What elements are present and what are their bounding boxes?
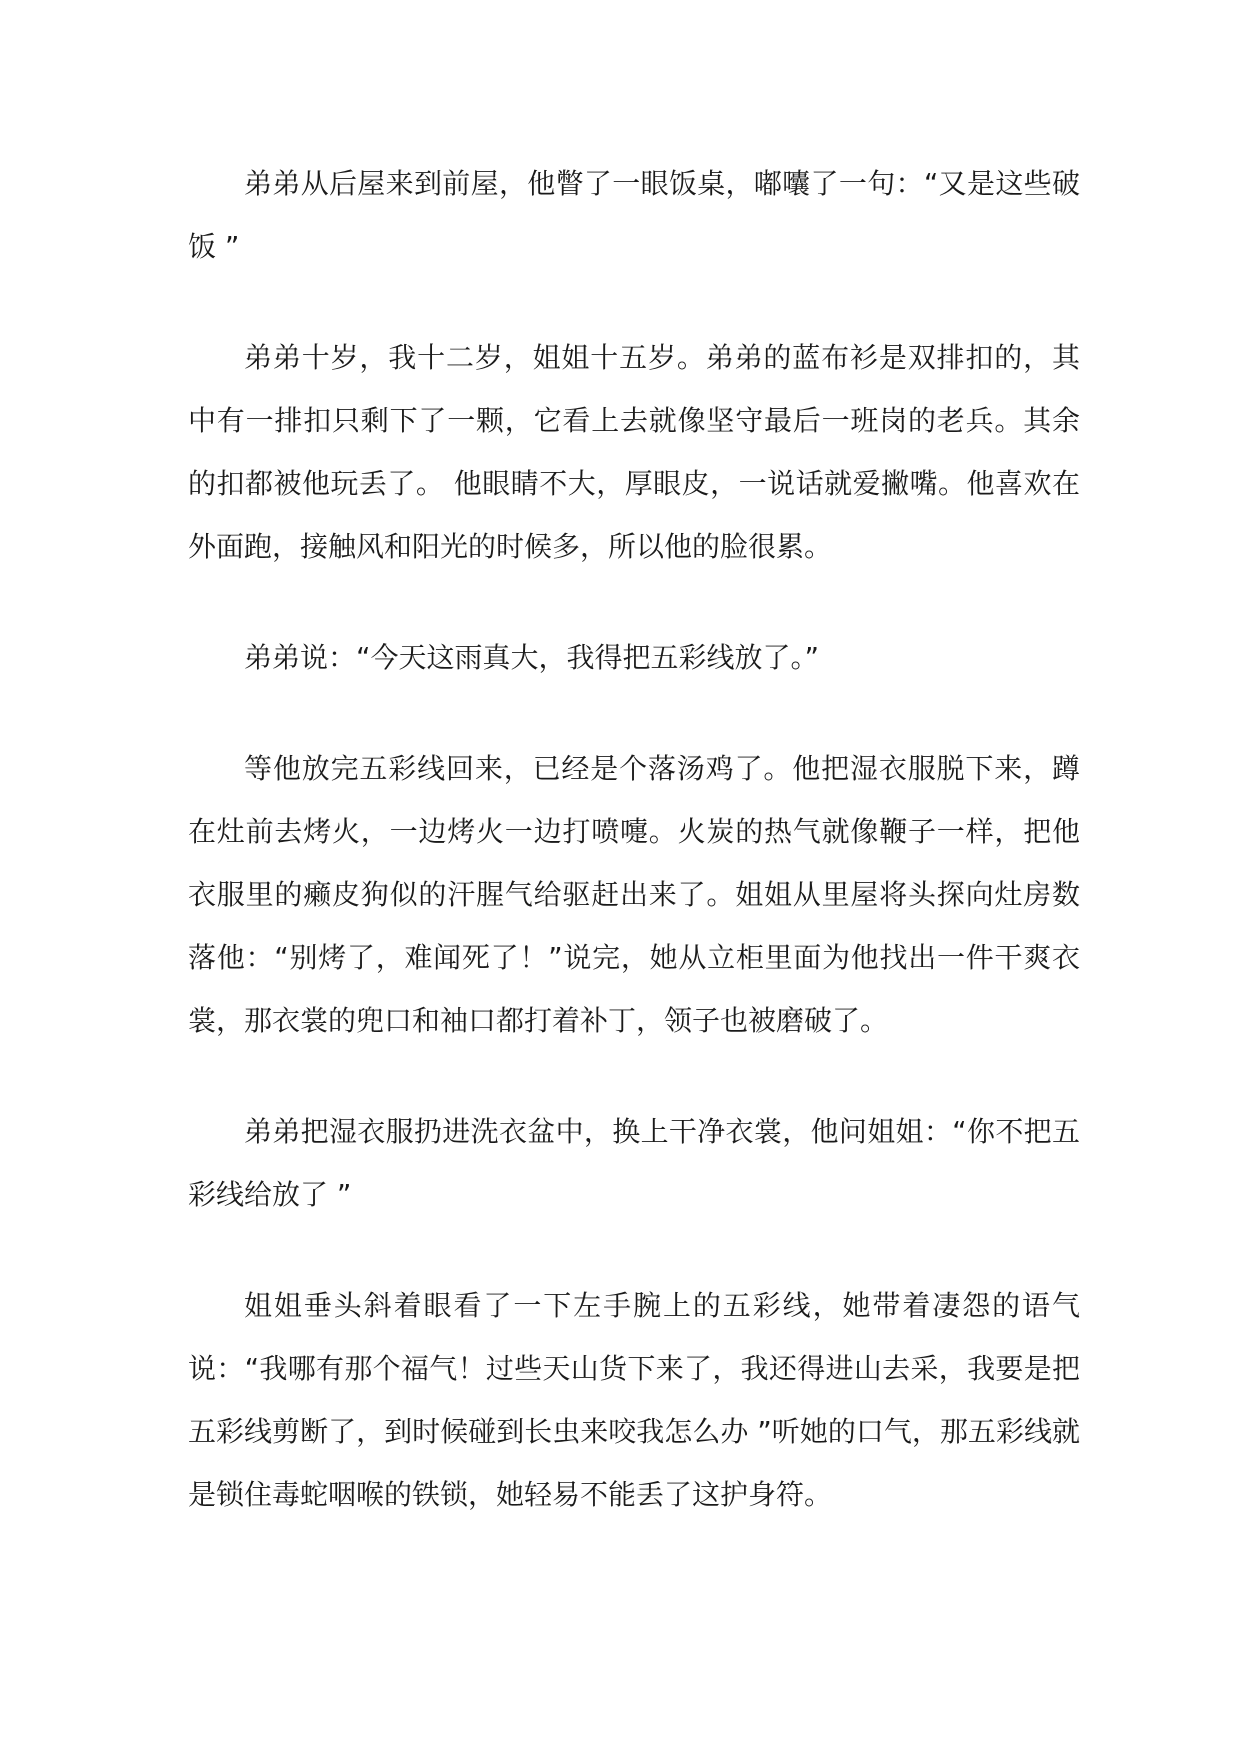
paragraph-4: 等他放完五彩线回来，已经是个落汤鸡了。他把湿衣服脱下来，蹲在灶前去烤火，一边烤火一边打喷嚏。火炭的热气就像鞭子一样，把他衣服里的癞皮狗似的汗腥气给驱赶出来了。姐姐从里屋将头探向灶房数落他：“别烤了，难闻死了！”说完，她从立柜里面为他找出一件干爽衣裳，那衣裳的兜口和袖口都打着补丁，领子也被磨破了。: [188, 752, 1080, 1037]
paragraph-3: 弟弟说：“今天这雨真大，我得把五彩线放了。”: [244, 641, 820, 674]
paragraph-6: 姐姐垂头斜着眼看了一下左手腕上的五彩线，她带着凄怨的语气说：“我哪有那个福气！过些天山货下来了，我还得进山去采，我要是把五彩线剪断了，到时候碰到长虫来咬我怎么办 ”听她的口气，那五彩线就是锁住毒蛇咽喉的铁锁，她轻易不能丢了这护身符。: [188, 1289, 1080, 1511]
paragraph-1: 弟弟从后屋来到前屋，他瞥了一眼饭桌，嘟囔了一句：“又是这些破饭 ”: [188, 167, 1080, 263]
paragraph-2: 弟弟十岁，我十二岁，姐姐十五岁。弟弟的蓝布衫是双排扣的，其中有一排扣只剩下了一颗，它看上去就像坚守最后一班岗的老兵。其余的扣都被他玩丢了。 他眼睛不大，厚眼皮，一说话就爱撇嘴。他喜欢在外面跑，接触风和阳光的时候多，所以他的脸很累。: [188, 341, 1080, 563]
document-body: [188, 152, 1080, 1574]
paragraph-5: 弟弟把湿衣服扔进洗衣盆中，换上干净衣裳，他问姐姐：“你不把五彩线给放了 ”: [188, 1115, 1080, 1211]
